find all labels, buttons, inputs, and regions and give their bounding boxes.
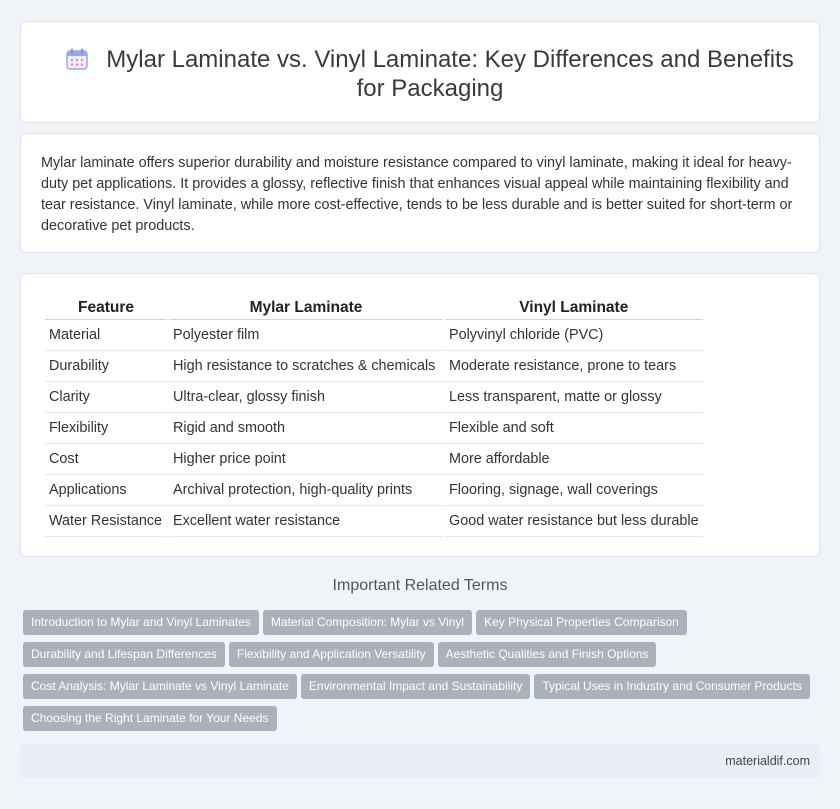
comparison-card	[20, 273, 820, 557]
mylar-cell: Polyester film	[169, 320, 443, 351]
related-tag[interactable]: Environmental Impact and Sustainability	[301, 674, 530, 699]
related-tag[interactable]: Key Physical Properties Comparison	[476, 610, 687, 635]
related-tag[interactable]: Introduction to Mylar and Vinyl Laminates	[23, 610, 259, 635]
summary-card	[20, 133, 820, 253]
related-tag[interactable]: Choosing the Right Laminate for Your Needs	[23, 706, 277, 731]
feature-cell: Applications	[45, 475, 167, 506]
table-row	[45, 506, 703, 537]
related-tag[interactable]: Material Composition: Mylar vs Vinyl	[263, 610, 472, 635]
table-row	[45, 444, 703, 475]
summary-text: Mylar laminate offers superior durability and moisture resistance compared to vinyl laminate, making it ideal for heavy-duty pet applications. It provides a glossy, reflective finish that enhances visual appeal while maintaining flexibility and tear resistance. Vinyl laminate, while more cost-effective, tends to be less durable and is better suited for short-term or decorative pet products.	[41, 155, 793, 234]
related-tag[interactable]: Durability and Lifespan Differences	[23, 642, 225, 667]
tag-row	[23, 674, 823, 706]
table-row	[45, 413, 703, 444]
related-tag[interactable]: Flexibility and Application Versatility	[229, 642, 434, 667]
title-card	[20, 21, 820, 123]
vinyl-cell: Flooring, signage, wall coverings	[445, 475, 703, 506]
related-tag[interactable]: Typical Uses in Industry and Consumer Products	[534, 674, 809, 699]
vinyl-cell: Good water resistance but less durable	[445, 506, 703, 537]
tag-row	[23, 706, 823, 738]
related-terms-title: Important Related Terms	[332, 577, 508, 594]
mylar-cell: High resistance to scratches & chemicals	[169, 351, 443, 382]
header-mylar: Mylar Laminate	[169, 296, 443, 320]
feature-cell: Flexibility	[45, 413, 167, 444]
feature-cell: Cost	[45, 444, 167, 475]
calendar-icon	[66, 48, 88, 70]
vinyl-cell: Flexible and soft	[445, 413, 703, 444]
vinyl-cell: More affordable	[445, 444, 703, 475]
feature-cell: Water Resistance	[45, 506, 167, 537]
page-title: Mylar Laminate vs. Vinyl Laminate: Key Differences and Benefits for Packaging	[106, 46, 794, 102]
table-row	[45, 382, 703, 413]
table-row	[45, 475, 703, 506]
header-feature: Feature	[45, 296, 167, 320]
feature-cell: Clarity	[45, 382, 167, 413]
header-vinyl: Vinyl Laminate	[445, 296, 703, 320]
table-row	[45, 351, 703, 382]
footer	[20, 745, 820, 778]
page-title-wrap	[61, 45, 799, 103]
vinyl-cell: Polyvinyl chloride (PVC)	[445, 320, 703, 351]
tag-row	[23, 642, 823, 674]
comparison-table	[43, 296, 705, 537]
related-tag[interactable]: Cost Analysis: Mylar Laminate vs Vinyl Laminate	[23, 674, 297, 699]
mylar-cell: Higher price point	[169, 444, 443, 475]
feature-cell: Material	[45, 320, 167, 351]
vinyl-cell: Less transparent, matte or glossy	[445, 382, 703, 413]
mylar-cell: Archival protection, high-quality prints	[169, 475, 443, 506]
related-tag[interactable]: Aesthetic Qualities and Finish Options	[438, 642, 657, 667]
related-terms	[23, 610, 823, 738]
mylar-cell: Excellent water resistance	[169, 506, 443, 537]
table-row	[45, 320, 703, 351]
mylar-cell: Rigid and smooth	[169, 413, 443, 444]
mylar-cell: Ultra-clear, glossy finish	[169, 382, 443, 413]
feature-cell: Durability	[45, 351, 167, 382]
footer-site-link[interactable]: materialdif.com	[725, 754, 810, 768]
tag-row	[23, 610, 823, 642]
vinyl-cell: Moderate resistance, prone to tears	[445, 351, 703, 382]
table-header-row	[45, 296, 703, 320]
